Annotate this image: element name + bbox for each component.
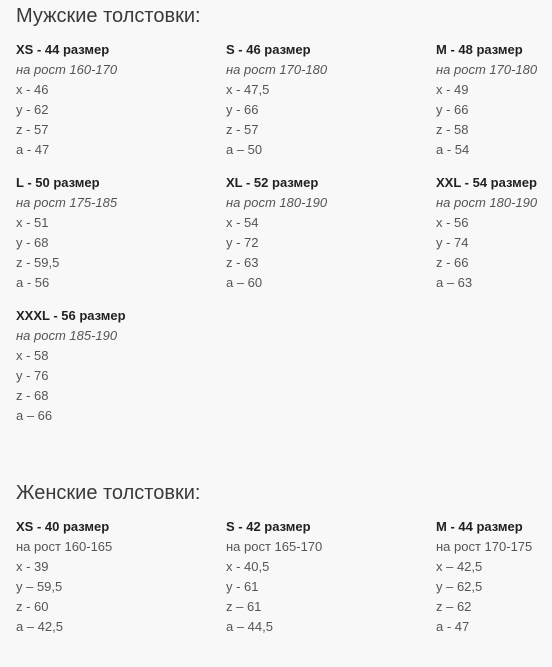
measure-x: x - 47,5: [226, 82, 270, 97]
women-section-title: Женские толстовки:: [16, 482, 201, 504]
measure-a: a – 44,5: [226, 619, 273, 634]
measure-a: a – 66: [16, 408, 53, 423]
measure-a: a - 47: [436, 619, 470, 634]
size-height: на рост 170-180: [436, 62, 538, 77]
measure-z: z – 62: [436, 599, 472, 614]
measure-z: z - 63: [226, 255, 259, 270]
measure-y: y - 66: [226, 102, 259, 117]
measure-y: y - 62: [16, 102, 49, 117]
measure-z: z - 59,5: [16, 255, 60, 270]
measure-x: x - 40,5: [226, 559, 270, 574]
size-name: S - 46 размер: [226, 42, 311, 57]
size-name: XXXL - 56 размер: [16, 308, 126, 323]
size-name: XXL - 54 размер: [436, 175, 537, 190]
measure-y: y - 68: [16, 235, 49, 250]
size-height: на рост 170-180: [226, 62, 328, 77]
measure-z: z - 60: [16, 599, 49, 614]
men-size-s: [226, 40, 406, 160]
size-height: на рост 185-190: [16, 328, 118, 343]
women-size-m: [436, 517, 552, 637]
measure-y: y - 76: [16, 368, 49, 383]
size-height: на рост 165-170: [226, 539, 323, 554]
size-name: XL - 52 размер: [226, 175, 319, 190]
measure-x: x - 56: [436, 215, 469, 230]
measure-a: a - 54: [436, 142, 470, 157]
men-size-xxl: [436, 173, 552, 293]
size-height: на рост 160-165: [16, 539, 113, 554]
size-height: на рост 180-190: [226, 195, 328, 210]
measure-z: z - 57: [16, 122, 49, 137]
size-height: на рост 180-190: [436, 195, 538, 210]
measure-x: x - 49: [436, 82, 469, 97]
measure-z: z - 58: [436, 122, 469, 137]
measure-y: y - 61: [226, 579, 259, 594]
women-size-xs: [16, 517, 196, 637]
women-size-s: [226, 517, 406, 637]
measure-a: a – 50: [226, 142, 263, 157]
measure-a: a - 56: [16, 275, 50, 290]
measure-a: a – 42,5: [16, 619, 63, 634]
measure-x: x - 58: [16, 348, 49, 363]
size-height: на рост 170-175: [436, 539, 533, 554]
size-name: M - 44 размер: [436, 519, 523, 534]
size-name: M - 48 размер: [436, 42, 523, 57]
measure-x: x – 42,5: [436, 559, 483, 574]
measure-z: z - 57: [226, 122, 259, 137]
measure-x: x - 46: [16, 82, 49, 97]
measure-y: y – 59,5: [16, 579, 63, 594]
men-size-xs: [16, 40, 196, 160]
men-size-xxxl: [16, 306, 196, 426]
measure-y: y - 74: [436, 235, 469, 250]
measure-y: y - 66: [436, 102, 469, 117]
men-section-title: Мужские толстовки:: [16, 5, 201, 27]
men-size-l: [16, 173, 196, 293]
size-height: на рост 175-185: [16, 195, 118, 210]
size-name: XS - 40 размер: [16, 519, 110, 534]
measure-x: x - 51: [16, 215, 49, 230]
size-name: L - 50 размер: [16, 175, 100, 190]
measure-a: a – 63: [436, 275, 473, 290]
measure-x: x - 54: [226, 215, 259, 230]
measure-y: y – 62,5: [436, 579, 483, 594]
measure-x: x - 39: [16, 559, 49, 574]
men-size-m: [436, 40, 552, 160]
measure-z: z – 61: [226, 599, 262, 614]
measure-z: z - 68: [16, 388, 49, 403]
men-size-xl: [226, 173, 406, 293]
measure-y: y - 72: [226, 235, 259, 250]
size-name: S - 42 размер: [226, 519, 311, 534]
measure-a: a – 60: [226, 275, 263, 290]
size-height: на рост 160-170: [16, 62, 118, 77]
measure-z: z - 66: [436, 255, 469, 270]
size-name: XS - 44 размер: [16, 42, 110, 57]
measure-a: a - 47: [16, 142, 50, 157]
